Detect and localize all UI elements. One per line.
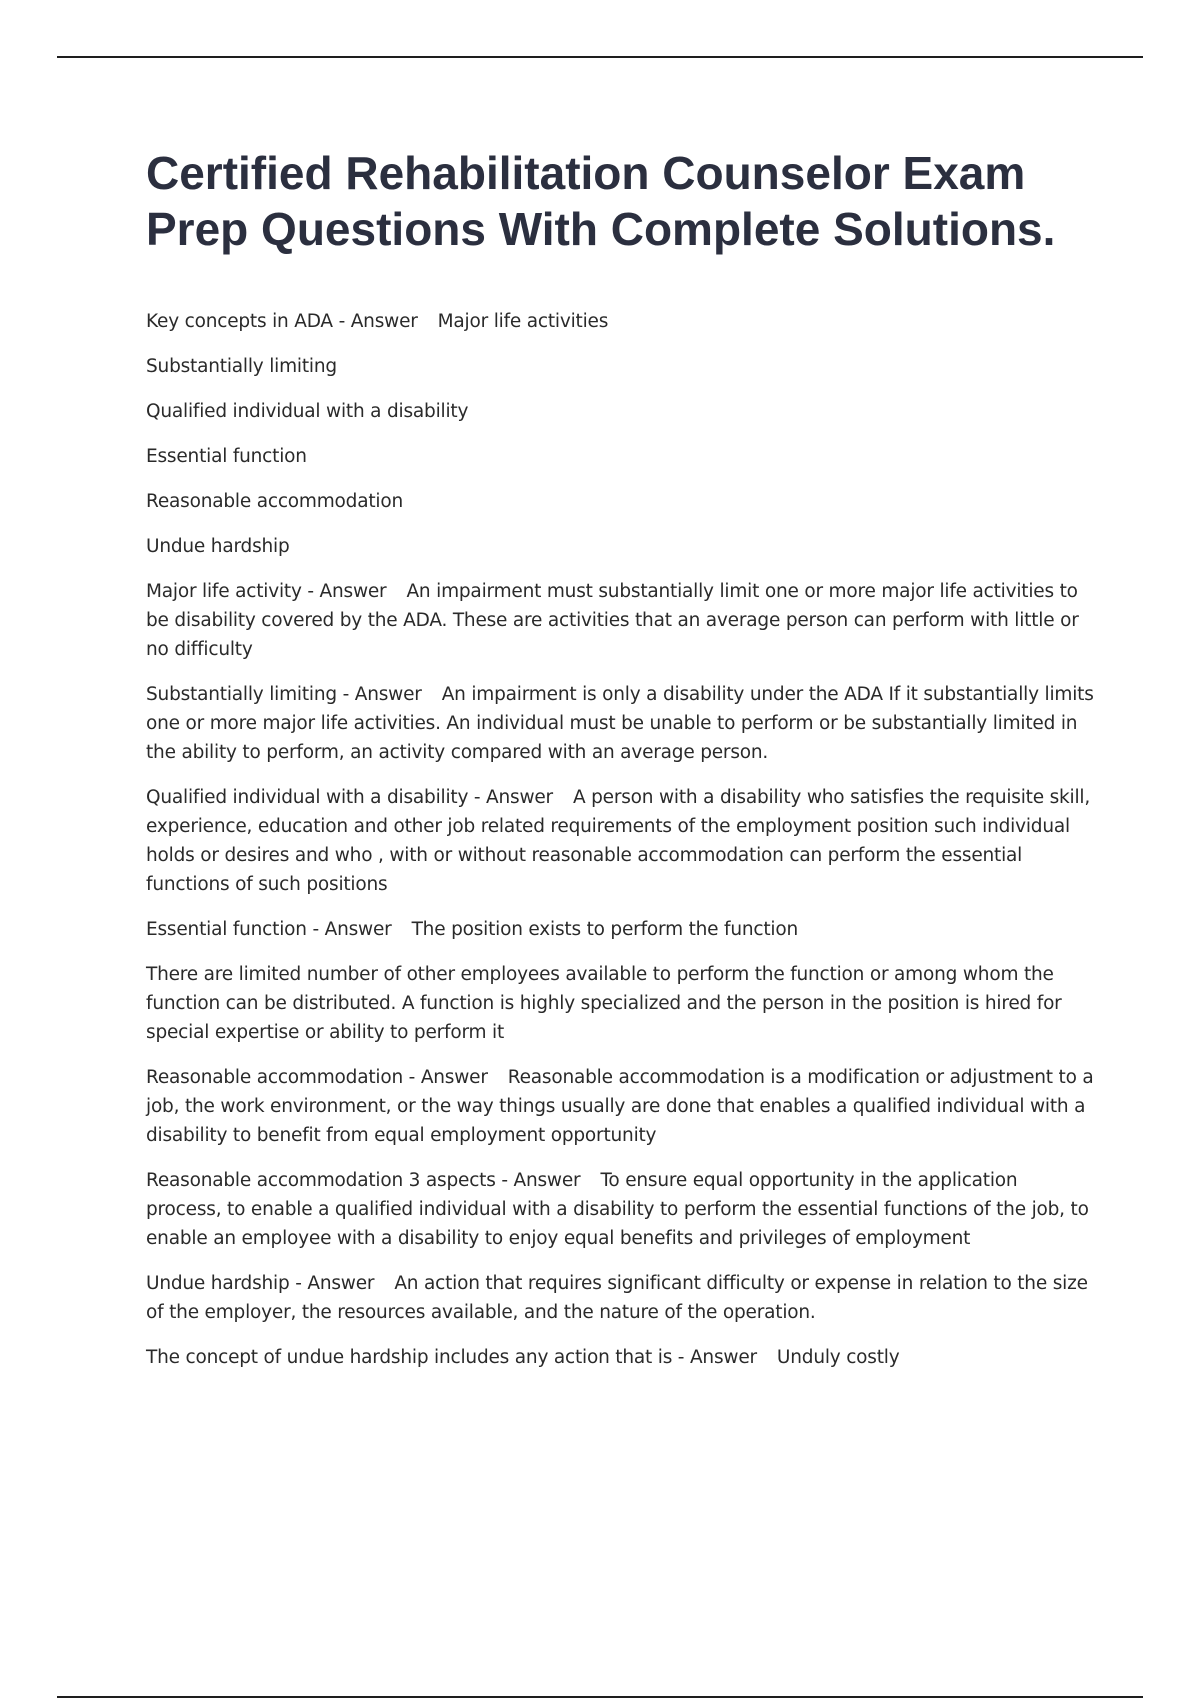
question-text: Undue hardship: [146, 536, 290, 557]
question-text: Undue hardship - Answer: [146, 1273, 375, 1294]
qa-entry: [146, 960, 1096, 1047]
question-text: Substantially limiting: [146, 356, 337, 377]
qa-entry: [146, 352, 1096, 381]
question-text: Reasonable accommodation 3 aspects - Answer: [146, 1170, 581, 1191]
question-text: Reasonable accommodation: [146, 491, 403, 512]
question-text: Key concepts in ADA - Answer: [146, 311, 418, 332]
answer-text: To ensure equal opportunity in the application process, to enable a qualified individual with a disability to perform the essential functions of the job, to enable an employee with a disability to enjoy equal benefits and privileges of employment: [146, 1170, 1089, 1249]
question-text: Qualified individual with a disability - Answer: [146, 787, 553, 808]
answer-text: An action that requires significant difficulty or expense in relation to the size of the employer, the resources available, and the nature of the operation.: [146, 1273, 1088, 1323]
qa-entry: [146, 783, 1096, 899]
qa-list: [146, 307, 1096, 1372]
answer-text: A person with a disability who satisfies the requisite skill, experience, education and other job related requirements of the employment position such individual holds or desires and who , with or without reasonable accommodation can perform the essential functions of such positions: [146, 787, 1091, 895]
qa-entry: [146, 532, 1096, 561]
qa-entry: [146, 442, 1096, 471]
document-title: Certified Rehabilitation Counselor Exam Prep Questions With Complete Solutions.: [146, 147, 1056, 255]
qa-entry: [146, 397, 1096, 426]
answer-text: Major life activities: [437, 311, 609, 332]
top-rule: [57, 56, 1143, 58]
qa-entry: [146, 577, 1096, 664]
question-text: Reasonable accommodation - Answer: [146, 1067, 488, 1088]
qa-entry: [146, 1269, 1096, 1327]
qa-entry: [146, 307, 1096, 336]
question-text: The concept of undue hardship includes any action that is - Answer: [146, 1347, 757, 1368]
answer-text: An impairment is only a disability under the ADA If it substantially limits one or more major life activities. An individual must be unable to perform or be substantially limited in the ability to perform, an activity compared with an average person.: [146, 684, 1094, 763]
qa-entry: [146, 1063, 1096, 1150]
answer-text: The position exists to perform the function: [411, 919, 798, 940]
answer-text: Reasonable accommodation is a modification or adjustment to a job, the work environment, or the way things usually are done that enables a qualified individual with a disability to benefit from equal employment opportunity: [146, 1067, 1094, 1146]
question-text: Substantially limiting - Answer: [146, 684, 422, 705]
question-text: Qualified individual with a disability: [146, 401, 469, 422]
qa-entry: [146, 487, 1096, 516]
question-text: Major life activity - Answer: [146, 581, 387, 602]
answer-text: Unduly costly: [776, 1347, 900, 1368]
qa-entry: [146, 680, 1096, 767]
bottom-rule: [57, 1696, 1143, 1698]
answer-text: An impairment must substantially limit one or more major life activities to be disability covered by the ADA. These are activities that an average person can perform with little or no difficulty: [146, 581, 1079, 660]
question-text: Essential function: [146, 446, 307, 467]
question-text: There are limited number of other employees available to perform the function or among whom the function can be distributed. A function is highly specialized and the person in the position is hired for special expertise or ability to perform it: [146, 964, 1062, 1043]
document-body: [146, 145, 1096, 1388]
qa-entry: [146, 1166, 1096, 1253]
qa-entry: [146, 1343, 1096, 1372]
qa-entry: [146, 915, 1096, 944]
question-text: Essential function - Answer: [146, 919, 392, 940]
